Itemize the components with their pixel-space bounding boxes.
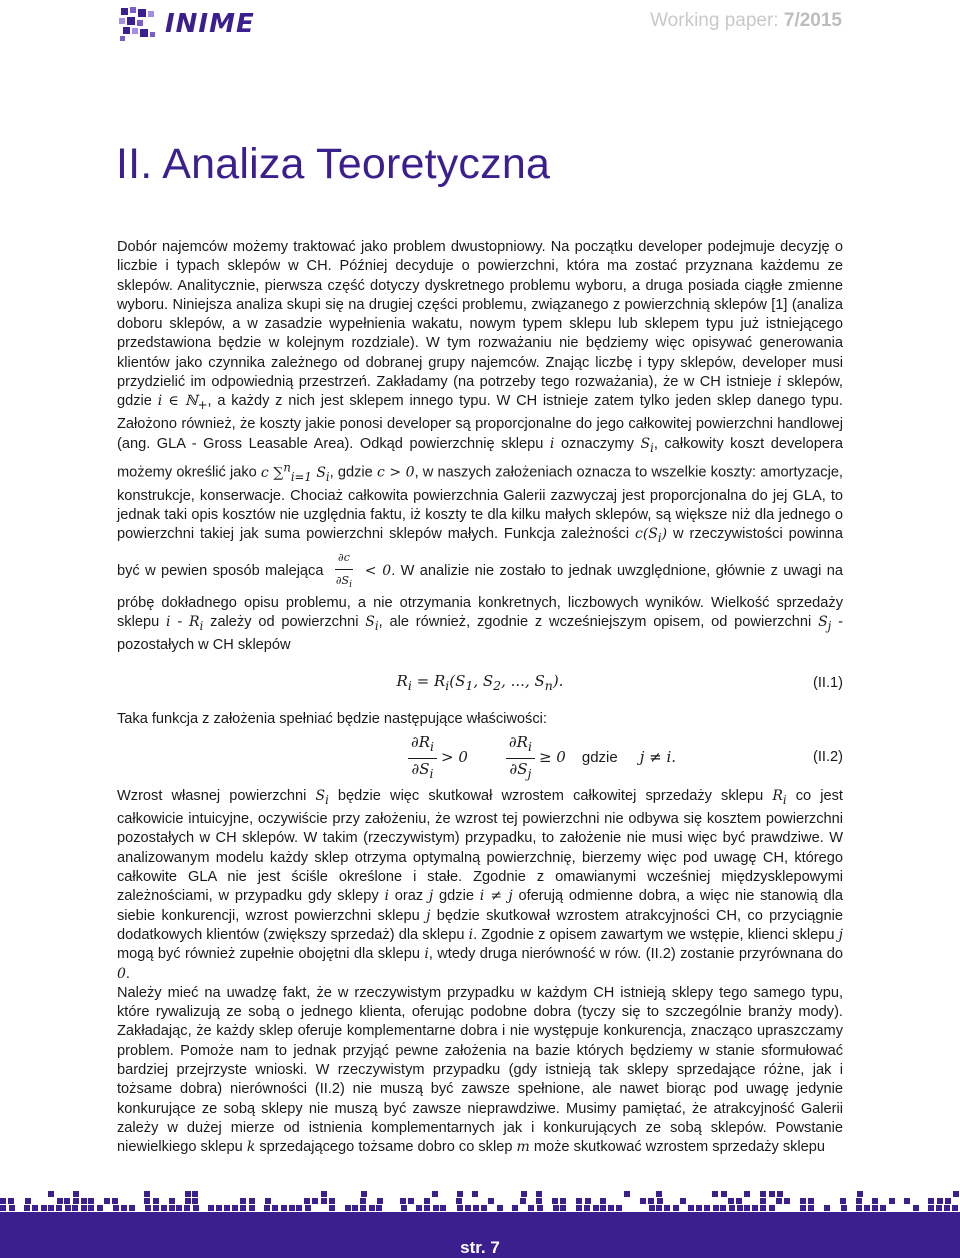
equation-word: gdzie — [581, 749, 618, 767]
footer-pixel — [57, 1198, 63, 1204]
math-expr: ) — [661, 526, 668, 543]
footer-pixel — [937, 1198, 943, 1204]
text-run: , ale również, zgodnie z wcześniejszym opisem, od powierzchni — [378, 614, 819, 631]
footer-pixel — [497, 1205, 503, 1211]
footer-pixel — [265, 1198, 271, 1204]
footer-pixel — [928, 1198, 934, 1204]
math-sub: 2 — [493, 678, 502, 694]
math-var: 0 — [117, 965, 126, 982]
footer-pixel — [360, 1198, 366, 1204]
math-expr: c > 0 — [376, 464, 415, 481]
footer-pixel — [240, 1198, 246, 1204]
math-var: j — [428, 888, 434, 905]
math-expr: ∂S — [335, 573, 350, 587]
footer-pixel — [760, 1205, 766, 1211]
footer-pixel — [192, 1198, 198, 1204]
footer-pixel — [593, 1205, 599, 1211]
math-var: i — [384, 888, 389, 905]
text-run: co jest całkowicie intuicyjne, oczywiście przy założeniu, że wzrost tej powierzchni nie odbywa się kosztem powierzchni pozostałych w CH sklepów. W takim (rzeczywistym) przypadku, to założenie nie musi więc być prawdziwe. W analizowanym modelu każdy sklep otrzyma optymalną powierzchnię, bierzemy więc pod uwagę CH, którego całkowite GLA nie jest ściśle określone i stałe. Zgodnie z omawianymi wcześniej międzysklepowymi zależnościami, w przypadku gdy sklepy — [117, 788, 843, 905]
page-header — [0, 0, 960, 48]
footer-pixel — [161, 1205, 167, 1211]
footer-pixel — [224, 1205, 230, 1211]
footer-pixel — [744, 1205, 750, 1211]
footer-pixel — [944, 1205, 950, 1211]
footer-pixel — [401, 1205, 407, 1211]
logo-text: INIME — [165, 9, 255, 39]
math-var: i — [468, 926, 474, 943]
footer-pixel — [560, 1205, 566, 1211]
text-run: , w naszych założeniach oznacza to wszelkie koszty: amortyzacje, konstrukcje, konserwacje. Chociaż całkowita powierzchnia Galerii zazwyczaj jest proporcjonalna do jej GLA, to jednak taki opis kosztów nie uzględnia faktu, iż koszty te dla kilku małych sklepów, są większe niż dla jednego o powierzchni takiej jak suma powierzchni sklepów małych. Funkcja zależności — [117, 464, 843, 543]
fraction-numerator — [408, 733, 437, 758]
text-run: zależy od powierzchni — [203, 614, 366, 631]
footer-pixel — [769, 1191, 775, 1197]
text-run: oznaczymy — [554, 435, 641, 452]
inime-logo — [117, 4, 255, 44]
math-sub: n — [544, 678, 553, 694]
math-var: i — [549, 435, 555, 452]
footer-pixel — [560, 1198, 566, 1204]
footer-pixel — [81, 1198, 87, 1204]
math-sub: i — [325, 469, 330, 484]
paragraph-intro — [117, 238, 843, 656]
text-run: , a każdy z nich jest sklepem innego typu. W CH istnieje zatem tylko jeden sklep danego typu. Założono również, że koszty jakie ponosi developer są proporcjonalne do jego całkowitej powierzchni handlowej (ang. GLA - Gross Leasable Area). Odkąd powierzchnię sklepu — [117, 393, 843, 452]
footer-pixel — [232, 1205, 238, 1211]
footer-pixel — [673, 1205, 679, 1211]
footer-pixel — [272, 1205, 278, 1211]
footer-pixel — [192, 1191, 198, 1197]
footer-pixel — [713, 1205, 719, 1211]
math-expr: c(S — [634, 526, 658, 543]
footer-pixel — [65, 1205, 71, 1211]
math-relation: > 0 — [441, 748, 468, 767]
footer-pixel — [457, 1205, 463, 1211]
fraction-numerator: ∂c — [335, 548, 353, 569]
footer-pixel — [872, 1205, 878, 1211]
footer-pixel — [104, 1198, 110, 1204]
math-expr: ∂S — [509, 759, 528, 778]
footer-pixel — [369, 1205, 375, 1211]
footer-pixel — [488, 1198, 494, 1204]
footer-pixel — [737, 1205, 743, 1211]
footer-pixel — [424, 1205, 430, 1211]
footer-pixel — [377, 1198, 383, 1204]
math-expr: ∂R — [410, 733, 431, 752]
footer-pixel — [953, 1191, 959, 1197]
footer-pixel — [521, 1191, 527, 1197]
text-run: , całkowity koszt developera możemy określić jako — [117, 435, 843, 481]
footer-pixel — [144, 1191, 150, 1197]
footer-pixel — [824, 1205, 830, 1211]
footer-pixel — [408, 1198, 414, 1204]
paragraph-properties: Taka funkcja z założenia spełniać będzie następujące właściwości: — [117, 710, 547, 727]
body-text — [117, 238, 843, 1158]
footer-pixel — [129, 1205, 135, 1211]
math-sub: i — [445, 678, 450, 694]
footer-pixel — [81, 1205, 87, 1211]
text-run: - — [170, 614, 190, 631]
footer-pixel — [153, 1198, 159, 1204]
math-sub: i — [657, 531, 662, 545]
math-expr: R — [189, 614, 200, 631]
footer-pixel — [913, 1205, 919, 1211]
text-run: , wtedy druga nierówność w rów. (II.2) zostanie przyrównana do — [428, 946, 844, 963]
math-var: j — [426, 907, 431, 924]
footer-pixel — [48, 1205, 54, 1211]
footer-pixel — [808, 1198, 814, 1204]
math-sub: i — [199, 619, 204, 634]
footer-pixel — [432, 1191, 438, 1197]
footer-pixel — [656, 1191, 662, 1197]
footer-pixel — [281, 1205, 287, 1211]
footer-pixel — [721, 1191, 727, 1197]
math-Ri — [189, 614, 204, 634]
paragraph-growth — [117, 787, 843, 984]
paragraph-competition — [117, 984, 843, 1158]
footer-pixel — [936, 1205, 942, 1211]
footer-pixel — [472, 1191, 478, 1197]
footer-pixel — [904, 1198, 910, 1204]
footer-pixel — [73, 1191, 79, 1197]
footer-pixel — [304, 1198, 310, 1204]
footer-pixel — [600, 1205, 606, 1211]
footer-pixel — [121, 1205, 127, 1211]
footer-pixel — [528, 1205, 534, 1211]
footer-pixel — [465, 1205, 471, 1211]
footer-pixel — [88, 1198, 94, 1204]
footer-pixel — [376, 1205, 382, 1211]
text-run: będzie skutkował wzrostem atrakcyjności CH, co przyciągnie dodatkowych klientów (zwiększy sprzedaż) dla sklepu — [117, 907, 843, 943]
footer-pixel — [73, 1198, 79, 1204]
footer-pixel — [216, 1205, 222, 1211]
math-fraction — [333, 548, 355, 594]
footer-pixel — [329, 1198, 335, 1204]
footer-pixel — [145, 1205, 151, 1211]
footer-pixel — [41, 1205, 47, 1211]
footer-pixel — [9, 1205, 15, 1211]
footer-pixel — [576, 1198, 582, 1204]
footer-pixel — [360, 1205, 366, 1211]
text-run: mogą być również zupełnie obojętni dla sklepu — [117, 946, 425, 963]
text-run: sprzedającego tożsame dobro co sklep — [255, 1139, 517, 1156]
footer-pixel — [169, 1205, 175, 1211]
footer-pixel — [864, 1205, 870, 1211]
footer-pixel — [784, 1198, 790, 1204]
math-sum — [260, 459, 330, 484]
math-Si — [640, 435, 654, 455]
footer-pixel — [776, 1198, 782, 1204]
footer-pixel — [113, 1205, 119, 1211]
footer-pixel — [585, 1198, 591, 1204]
footer-pixel — [728, 1198, 734, 1204]
text-run: . Zgodnie z opisem zawartym we wstępie, klienci sklepu — [473, 926, 839, 943]
math-sub: i — [374, 619, 379, 634]
math-expr: ∂S — [411, 759, 430, 778]
footer-pixel — [649, 1205, 655, 1211]
footer-pixel — [56, 1205, 62, 1211]
page-number: str. 7 — [460, 1238, 500, 1257]
footer-pixel — [153, 1205, 159, 1211]
footer-pixel — [856, 1205, 862, 1211]
math-Ri — [772, 788, 787, 807]
math-var: i — [424, 946, 429, 963]
math-expr: (S — [449, 672, 466, 691]
math-cSi — [634, 526, 668, 545]
math-expr: R — [772, 788, 783, 805]
footer-pixel — [48, 1191, 54, 1197]
math-sup: n — [283, 459, 291, 474]
footer-pixel — [305, 1205, 311, 1211]
working-paper-number: 7/2015 — [783, 10, 842, 31]
footer-pixel — [481, 1205, 487, 1211]
footer-pixel — [945, 1198, 951, 1204]
math-expr: S — [365, 614, 375, 631]
text-run: sklepów, gdzie — [117, 374, 843, 410]
footer-pixel — [88, 1205, 94, 1211]
footer-pixel — [112, 1198, 118, 1204]
footer-pixel — [856, 1198, 862, 1204]
text-run: będzie więc skutkował wzrostem całkowitej sprzedaży sklepu — [328, 788, 773, 805]
fraction-denominator — [333, 570, 355, 594]
footer-pixel — [584, 1205, 590, 1211]
math-var: k — [246, 1139, 256, 1156]
footer-pixel — [64, 1198, 70, 1204]
math-sub: i — [429, 765, 434, 781]
footer-pixel — [840, 1198, 846, 1204]
math-fraction — [408, 733, 437, 783]
math-expr: R — [396, 672, 408, 691]
math-sub: 1 — [465, 678, 474, 694]
equation-II-2 — [117, 733, 843, 783]
footer-pixel — [433, 1205, 439, 1211]
text-run: Dobór najemców możemy traktować jako problem dwustopniowy. Na początku developer podejmuje decyzję o liczbie i typach sklepów w CH. Później decyduje o powierzchni, która ma zostać przyznana każdemu ze sklepów. Analitycznie, pierwsza część dotyczy dyskretnego problemu wyboru, a druga posiada ciągłe zmienne wyboru. Niniejsza analiza skupi się na drugiej części problemu, związanego z powierzchnią sklepów [1] (analiza doboru sklepów, a w zasadzie wypełnienia wakatu, nowym typem sklepu lub sklepem typu już istniejącego przedstawiona będzie w kolejnym rozdziale). W tym rozważaniu nie będziemy więc opisywać generowania klientów jako czynnika zależnego od dobranej grupy najemców. Znając liczbę i typy sklepów, developer musi przydzielić im odpowiednią przestrzeń. Zakładamy (na potrzeby tego rozważania), że w CH istnieje — [117, 239, 843, 391]
footer-pixel — [800, 1198, 806, 1204]
math-expr: , ..., S — [501, 672, 545, 691]
math-relation: ≥ 0 — [538, 748, 566, 767]
footer-pixel — [729, 1205, 735, 1211]
text-run: - pozostałych w CH sklepów — [117, 614, 843, 654]
footer-pixel — [352, 1205, 358, 1211]
math-sub: i — [430, 739, 435, 755]
math-expr: ). — [552, 672, 564, 691]
math-expr: < 0 — [359, 563, 392, 580]
footer-pixel — [249, 1198, 255, 1204]
footer-pixel — [624, 1191, 630, 1197]
footer-pixel — [456, 1198, 462, 1204]
footer-pixel — [537, 1205, 543, 1211]
footer-pixel — [416, 1205, 422, 1211]
math-sub: i — [407, 678, 412, 694]
math-sub: + — [197, 398, 208, 413]
footer-pixel — [289, 1205, 295, 1211]
footer-pixel — [512, 1205, 518, 1211]
math-var: i — [777, 374, 782, 391]
math-sub: j — [827, 619, 832, 634]
footer-pixel — [185, 1191, 191, 1197]
math-expr: S — [311, 464, 326, 481]
footer-pixel — [744, 1191, 750, 1197]
math-Si — [315, 788, 329, 807]
footer-pixel — [680, 1198, 686, 1204]
footer-pixel — [696, 1205, 702, 1211]
text-run: Należy mieć na uwadzę fakt, że w rzeczywistym przypadku w każdym CH istnieją sklepy tego samego typu, które rywalizują ze sobą o jednego klienta, oferując podobne dobra (tyczy się to szczególnie branży mody). Zakładając, że każdy sklep oferuje komplementarne dobra i nie występuje konkurencja, znacząco upraszczamy problem. Pomoże nam to jednak przyjąć pewne założenia na bazie których będziemy w stanie sformułować bardziej przejrzyste wnioski. W rzeczywistym przypadku (gdy istnieją tak sklepy sprzedające różne, jak i tożsame dobra) nierówności (II.2) nie muszą być zawsze spełnione, ale nawet biorąc pod uwagę jedynie konkurujące ze sobą sklepy nie muszą być zawsze nieprawdziwe. Musimy pamiętać, że atrakcyjność Galerii zależy w dużej mierze od istnienia komplementarnych jak i konkurujących ze sobą sklepów. Powstanie niewielkiego sklepu — [117, 984, 843, 1156]
footer-pixel — [777, 1191, 783, 1197]
footer-pixel — [345, 1205, 351, 1211]
footer-pixel — [249, 1205, 255, 1211]
footer-pixel — [640, 1198, 646, 1204]
footer-pixel — [457, 1191, 463, 1197]
footer-pixel — [24, 1205, 30, 1211]
fraction-numerator — [506, 733, 535, 758]
footer-pixel — [536, 1191, 542, 1197]
math-sub: i — [650, 440, 654, 455]
footer-pixel — [321, 1191, 327, 1197]
footer-pixel — [72, 1205, 78, 1211]
footer-pixel — [440, 1205, 446, 1211]
math-expr: i ∈ ℕ — [157, 393, 198, 410]
footer-pixel — [880, 1205, 886, 1211]
working-paper-label — [650, 10, 842, 32]
footer-pixel — [657, 1198, 663, 1204]
footer-pixel — [760, 1198, 766, 1204]
footer-pixel — [648, 1198, 654, 1204]
footer-pixel — [616, 1205, 622, 1211]
footer-pixel — [664, 1205, 670, 1211]
text-run: w rzeczywistości powinna być w pewien sposób malejąca — [117, 526, 843, 580]
footer-pixel — [400, 1198, 406, 1204]
footer-pixel — [176, 1205, 182, 1211]
footer-pixel — [952, 1205, 958, 1211]
math-sub: i — [527, 739, 532, 755]
math-sub: j — [527, 765, 532, 781]
footer-pixel — [264, 1205, 270, 1211]
footer-pixel — [473, 1205, 479, 1211]
footer-pixel — [329, 1205, 335, 1211]
math-sub: i — [325, 792, 329, 807]
math-expr: S — [818, 614, 828, 631]
equation-number: (II.1) — [813, 675, 843, 692]
footer-pixel — [600, 1198, 606, 1204]
footer-pixel — [608, 1205, 614, 1211]
math-var: m — [516, 1139, 530, 1156]
footer-pixel — [97, 1205, 103, 1211]
footer-pixel — [800, 1205, 806, 1211]
math-sub: i=1 — [290, 469, 312, 484]
text-run: oferują odmienne dobra, a więc nie stanowią dla siebie konkurencji, wzrost powierzchni sklepu — [117, 888, 844, 924]
footer-pixel — [185, 1198, 191, 1204]
math-set — [157, 393, 208, 413]
footer-pixel — [8, 1198, 14, 1204]
math-var: j — [838, 926, 843, 943]
footer-pixel — [688, 1205, 694, 1211]
footer-pixel — [552, 1198, 558, 1204]
footer-pixel — [769, 1205, 775, 1211]
footer-pixel — [889, 1198, 895, 1204]
footer-pixel — [32, 1205, 38, 1211]
equation-II-1 — [117, 666, 843, 702]
math-var: i — [166, 614, 171, 631]
fraction-denominator — [408, 759, 436, 783]
footer-pixel — [720, 1205, 726, 1211]
footer-pixel — [144, 1198, 150, 1204]
footer-pixel — [208, 1205, 214, 1211]
text-run: . — [125, 965, 130, 982]
math-expr: i ≠ j — [479, 888, 513, 905]
math-expr: S — [640, 435, 651, 452]
footer-pixel — [424, 1198, 430, 1204]
footer-pixel — [536, 1198, 542, 1204]
text-run: Wzrost własnej powierzchni — [117, 788, 316, 805]
text-run: oraz — [388, 888, 429, 905]
equation-number: (II.2) — [813, 749, 843, 766]
math-Si — [365, 614, 379, 634]
math-expr: = R — [411, 672, 446, 691]
footer-pixel — [0, 1198, 6, 1204]
footer-pixel — [704, 1205, 710, 1211]
footer-pixel — [808, 1205, 814, 1211]
text-run: , gdzie — [329, 464, 377, 481]
footer-pixel — [193, 1205, 199, 1211]
logo-mark-icon — [117, 6, 159, 42]
footer-pixel — [361, 1191, 367, 1197]
math-expr: S — [315, 788, 326, 805]
footer-pixel — [841, 1205, 847, 1211]
footer-pixel — [712, 1191, 718, 1197]
math-condition: j ≠ i. — [639, 748, 677, 767]
footer-pixel — [520, 1198, 526, 1204]
footer-pixel — [312, 1198, 318, 1204]
footer-pixel — [857, 1191, 863, 1197]
footer-pixel — [576, 1205, 582, 1211]
math-sub: i — [782, 792, 787, 807]
footer-pixel — [321, 1198, 327, 1204]
footer-pixel — [240, 1205, 246, 1211]
text-run: . W analizie nie zostało to jednak uwzględnione, głównie z uwagi na próbę dokładnego opisu problemu, a nie otrzymania konkretnych, liczbowych wyników. Wielkość sprzedaży sklepu — [117, 563, 843, 631]
footer-pixel — [296, 1205, 302, 1211]
math-expr: c ∑ — [260, 464, 284, 481]
footer-pixel — [872, 1198, 878, 1204]
section-title: II. Analiza Teoretyczna — [116, 140, 551, 188]
math-Sj — [818, 614, 832, 634]
math-fraction — [506, 733, 535, 783]
footer-pixel — [553, 1205, 559, 1211]
footer-pixel — [736, 1198, 742, 1204]
equation-body — [397, 672, 564, 695]
fraction-denominator — [506, 759, 534, 783]
equation-body — [404, 733, 676, 783]
math-sub: i — [349, 578, 353, 590]
text-run: może skutkować wzrostem sprzedaży sklepu — [529, 1139, 826, 1156]
text-run: gdzie — [433, 888, 480, 905]
footer-pixel — [752, 1205, 758, 1211]
working-paper-prefix: Working paper: — [650, 10, 784, 31]
math-expr: , S — [473, 672, 494, 691]
footer-pixel — [656, 1205, 662, 1211]
footer-pixel — [25, 1198, 31, 1204]
footer-pixel — [928, 1205, 934, 1211]
footer-pixel — [169, 1198, 175, 1204]
math-expr: ∂R — [508, 733, 528, 752]
footer-pixel — [0, 1205, 6, 1211]
footer-pixel — [760, 1191, 766, 1197]
footer-pixel — [184, 1205, 190, 1211]
